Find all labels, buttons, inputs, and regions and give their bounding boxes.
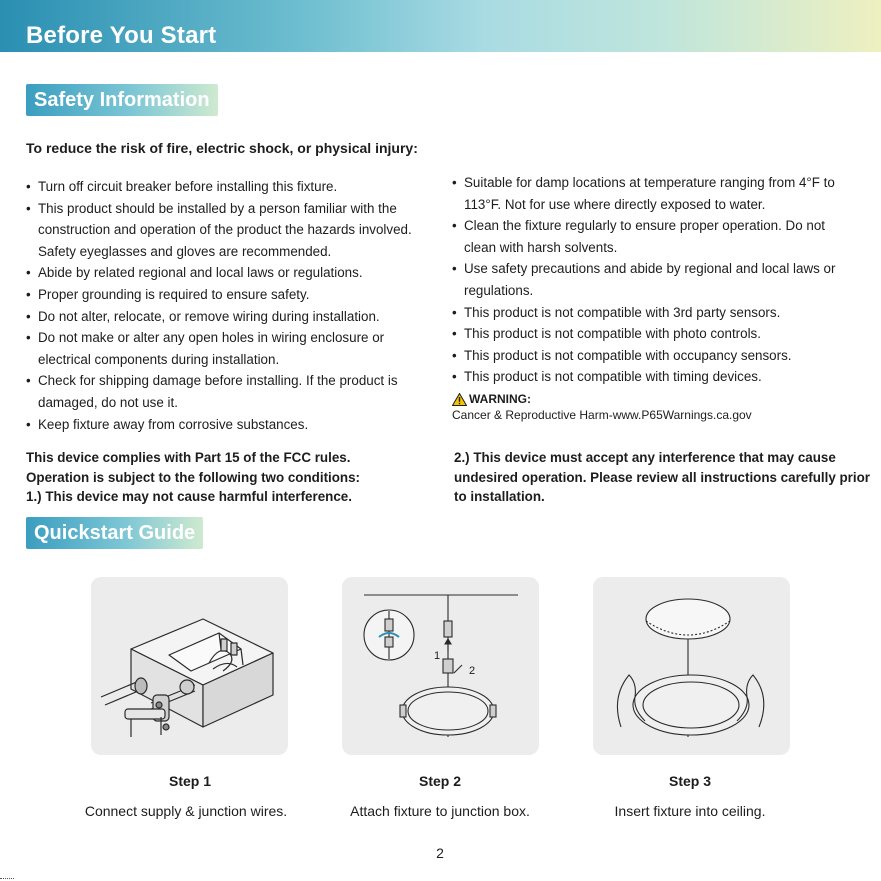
fcc-line: Operation is subject to the following two conditions: [26, 469, 361, 485]
fixture-attach-icon [342, 577, 539, 755]
step-3-description: Insert fixture into ceiling. [614, 803, 766, 819]
list-item: • Suitable for damp locations at temperature ranging from 4°F to 113°F. Not for use where directly exposed to water. [452, 172, 852, 215]
fcc-line: 1.) This device may not cause harmful interference. [26, 489, 352, 504]
list-item: • Check for shipping damage before installing. If the product is damaged, do not use it. [26, 370, 426, 413]
safety-list-right [452, 172, 852, 388]
list-item: • Use safety precautions and abide by regional and local laws or regulations. [452, 258, 852, 301]
safety-lead: To reduce the risk of fire, electric shock, or physical injury: [26, 140, 418, 156]
step-3-title: Step 3 [668, 773, 711, 789]
fcc-statement-right: 2.) This device must accept any interference that may cause undesired operation. Please review all instructions carefully prior to installation. [454, 450, 870, 504]
warning-icon [452, 393, 467, 406]
step-2-illustration [342, 577, 539, 755]
page-header-banner [0, 0, 881, 52]
warning-text: Cancer & Reproductive Harm-www.P65Warnings.ca.gov [452, 408, 752, 422]
quickstart-heading: Quickstart Guide [26, 517, 203, 549]
list-item: • Abide by related regional and local laws or regulations. [26, 262, 426, 284]
ceiling-insert-icon [593, 577, 790, 755]
step-2-title: Step 2 [418, 773, 461, 789]
list-item: • Clean the fixture regularly to ensure proper operation. Do not clean with harsh solvents. [452, 215, 852, 258]
fcc-statement-left [26, 448, 426, 507]
list-item: • This product should be installed by a person familiar with the construction and operation of the product the hazards involved. Safety eyeglasses and gloves are recommended. [26, 198, 426, 263]
step-1-title: Step 1 [168, 773, 211, 789]
warning-title [452, 392, 531, 406]
junction-box-icon [91, 577, 288, 755]
list-item: • This product is not compatible with timing devices. [452, 366, 852, 388]
safety-list-left [26, 176, 426, 435]
safety-heading: Safety Information [26, 84, 218, 116]
list-item: • This product is not compatible with 3rd party sensors. [452, 302, 852, 324]
step-2-description: Attach fixture to junction box. [350, 803, 530, 819]
list-item: • This product is not compatible with photo controls. [452, 323, 852, 345]
list-item: • Do not make or alter any open holes in wiring enclosure or electrical components during installation. [26, 327, 426, 370]
step-2-callout-2: 2 [469, 665, 476, 677]
list-item: • Proper grounding is required to ensure safety. [26, 284, 426, 306]
list-item: • Turn off circuit breaker before installing this fixture. [26, 176, 426, 198]
page-title: Before You Start [26, 22, 217, 49]
step-3-illustration [593, 577, 790, 755]
list-item: • Keep fixture away from corrosive substances. [26, 414, 426, 436]
list-item: • This product is not compatible with occupancy sensors. [452, 345, 852, 367]
step-2-callout-1: 1 [434, 650, 441, 662]
page-number: 2 [436, 845, 444, 861]
list-item: • Do not alter, relocate, or remove wiring during installation. [26, 306, 426, 328]
step-1-description: Connect supply & junction wires. [84, 803, 288, 819]
warning-title-text: WARNING: [469, 392, 531, 406]
step-1-illustration [91, 577, 288, 755]
fcc-line: This device complies with Part 15 of the FCC rules. [26, 450, 351, 465]
